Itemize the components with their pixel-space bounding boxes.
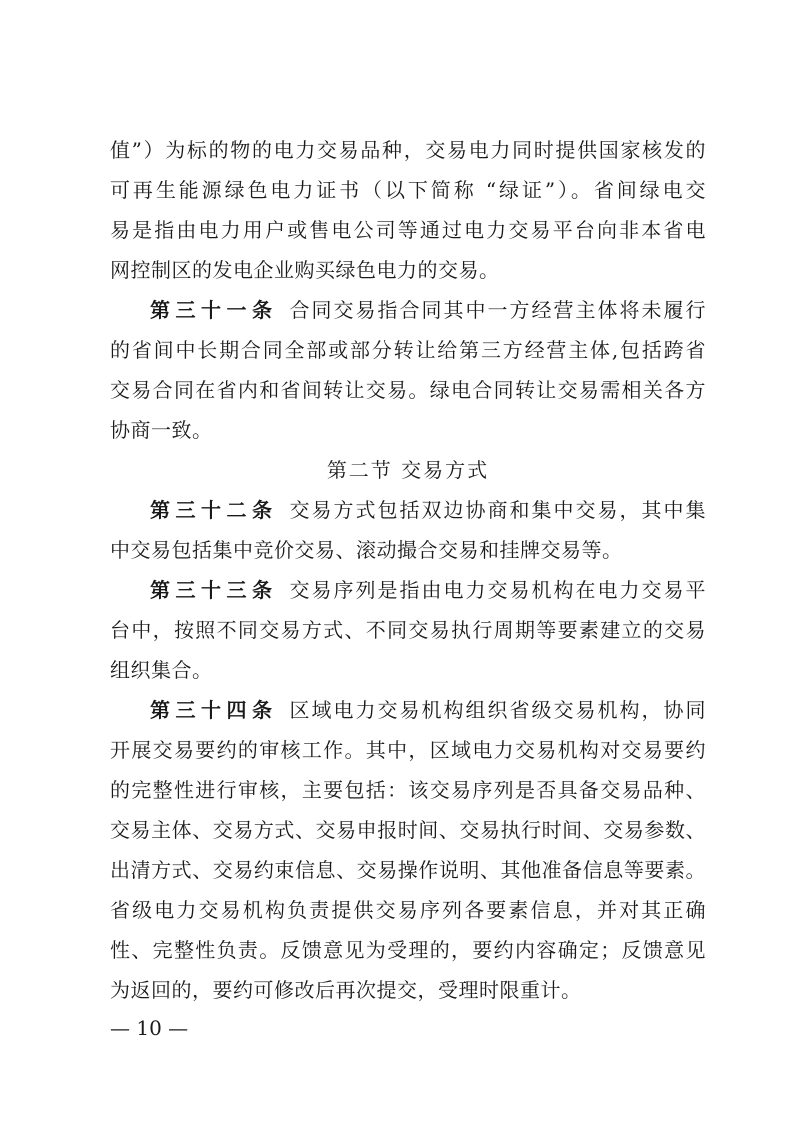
paragraph-line: 为返回的，要约可修改后再次提交，受理时限重计。 [110, 978, 582, 1002]
paragraph-line: 中交易包括集中竞价交易、滚动撮合交易和挂牌交易等。 [110, 538, 623, 562]
article-heading: 第三十二条 [150, 498, 278, 522]
article-32-first-line [110, 490, 706, 530]
article-heading: 第三十四条 [150, 698, 278, 722]
paragraph-line: 交易合同在省内和省间转让交易。绿电合同转让交易需相关各方 [110, 378, 706, 402]
paragraph-line: 协商一致。 [110, 418, 213, 442]
article-text: 区域电力交易机构组织省级交易机构，协同 [289, 698, 706, 722]
paragraph-line: 省级电力交易机构负责提供交易序列各要素信息，并对其正确 [110, 898, 706, 922]
article-text: 交易序列是指由电力交易机构在电力交易平 [289, 578, 706, 602]
section-heading: 第二节 交易方式 [326, 458, 490, 482]
paragraph-line: 的省间中长期合同全部或部分转让给第三方经营主体,包括跨省 [110, 338, 706, 362]
paragraph-line: 的完整性进行审核，主要包括：该交易序列是否具备交易品种、 [110, 778, 706, 802]
paragraph-line: 易是指由电力用户或售电公司等通过电力交易平台向非本省电 [110, 218, 706, 242]
paragraph-line: 可再生能源绿色电力证书（以下简称 “绿证”）。省间绿电交 [110, 178, 706, 202]
article-34-first-line [110, 690, 706, 730]
article-heading: 第三十三条 [150, 578, 278, 602]
paragraph-line: 值”）为标的物的电力交易品种，交易电力同时提供国家核发的 [110, 138, 706, 162]
article-text: 合同交易指合同其中一方经营主体将未履行 [289, 298, 706, 322]
page-number: — 10 — [110, 1016, 189, 1040]
paragraph-line: 出清方式、交易约束信息、交易操作说明、其他准备信息等要素。 [110, 858, 706, 882]
paragraph-line: 交易主体、交易方式、交易申报时间、交易执行时间、交易参数、 [110, 818, 706, 842]
article-text: 交易方式包括双边协商和集中交易，其中集 [289, 498, 706, 522]
paragraph-line: 网控制区的发电企业购买绿色电力的交易。 [110, 258, 500, 282]
article-31-first-line [110, 290, 706, 330]
paragraph-line: 性、完整性负责。反馈意见为受理的，要约内容确定；反馈意见 [110, 938, 706, 962]
paragraph-line: 组织集合。 [110, 658, 213, 682]
paragraph-line: 开展交易要约的审核工作。其中，区域电力交易机构对交易要约 [110, 738, 706, 762]
article-33-first-line [110, 570, 706, 610]
article-heading: 第三十一条 [150, 298, 278, 322]
document-body [110, 130, 706, 1010]
paragraph-line: 台中，按照不同交易方式、不同交易执行周期等要素建立的交易 [110, 618, 706, 642]
